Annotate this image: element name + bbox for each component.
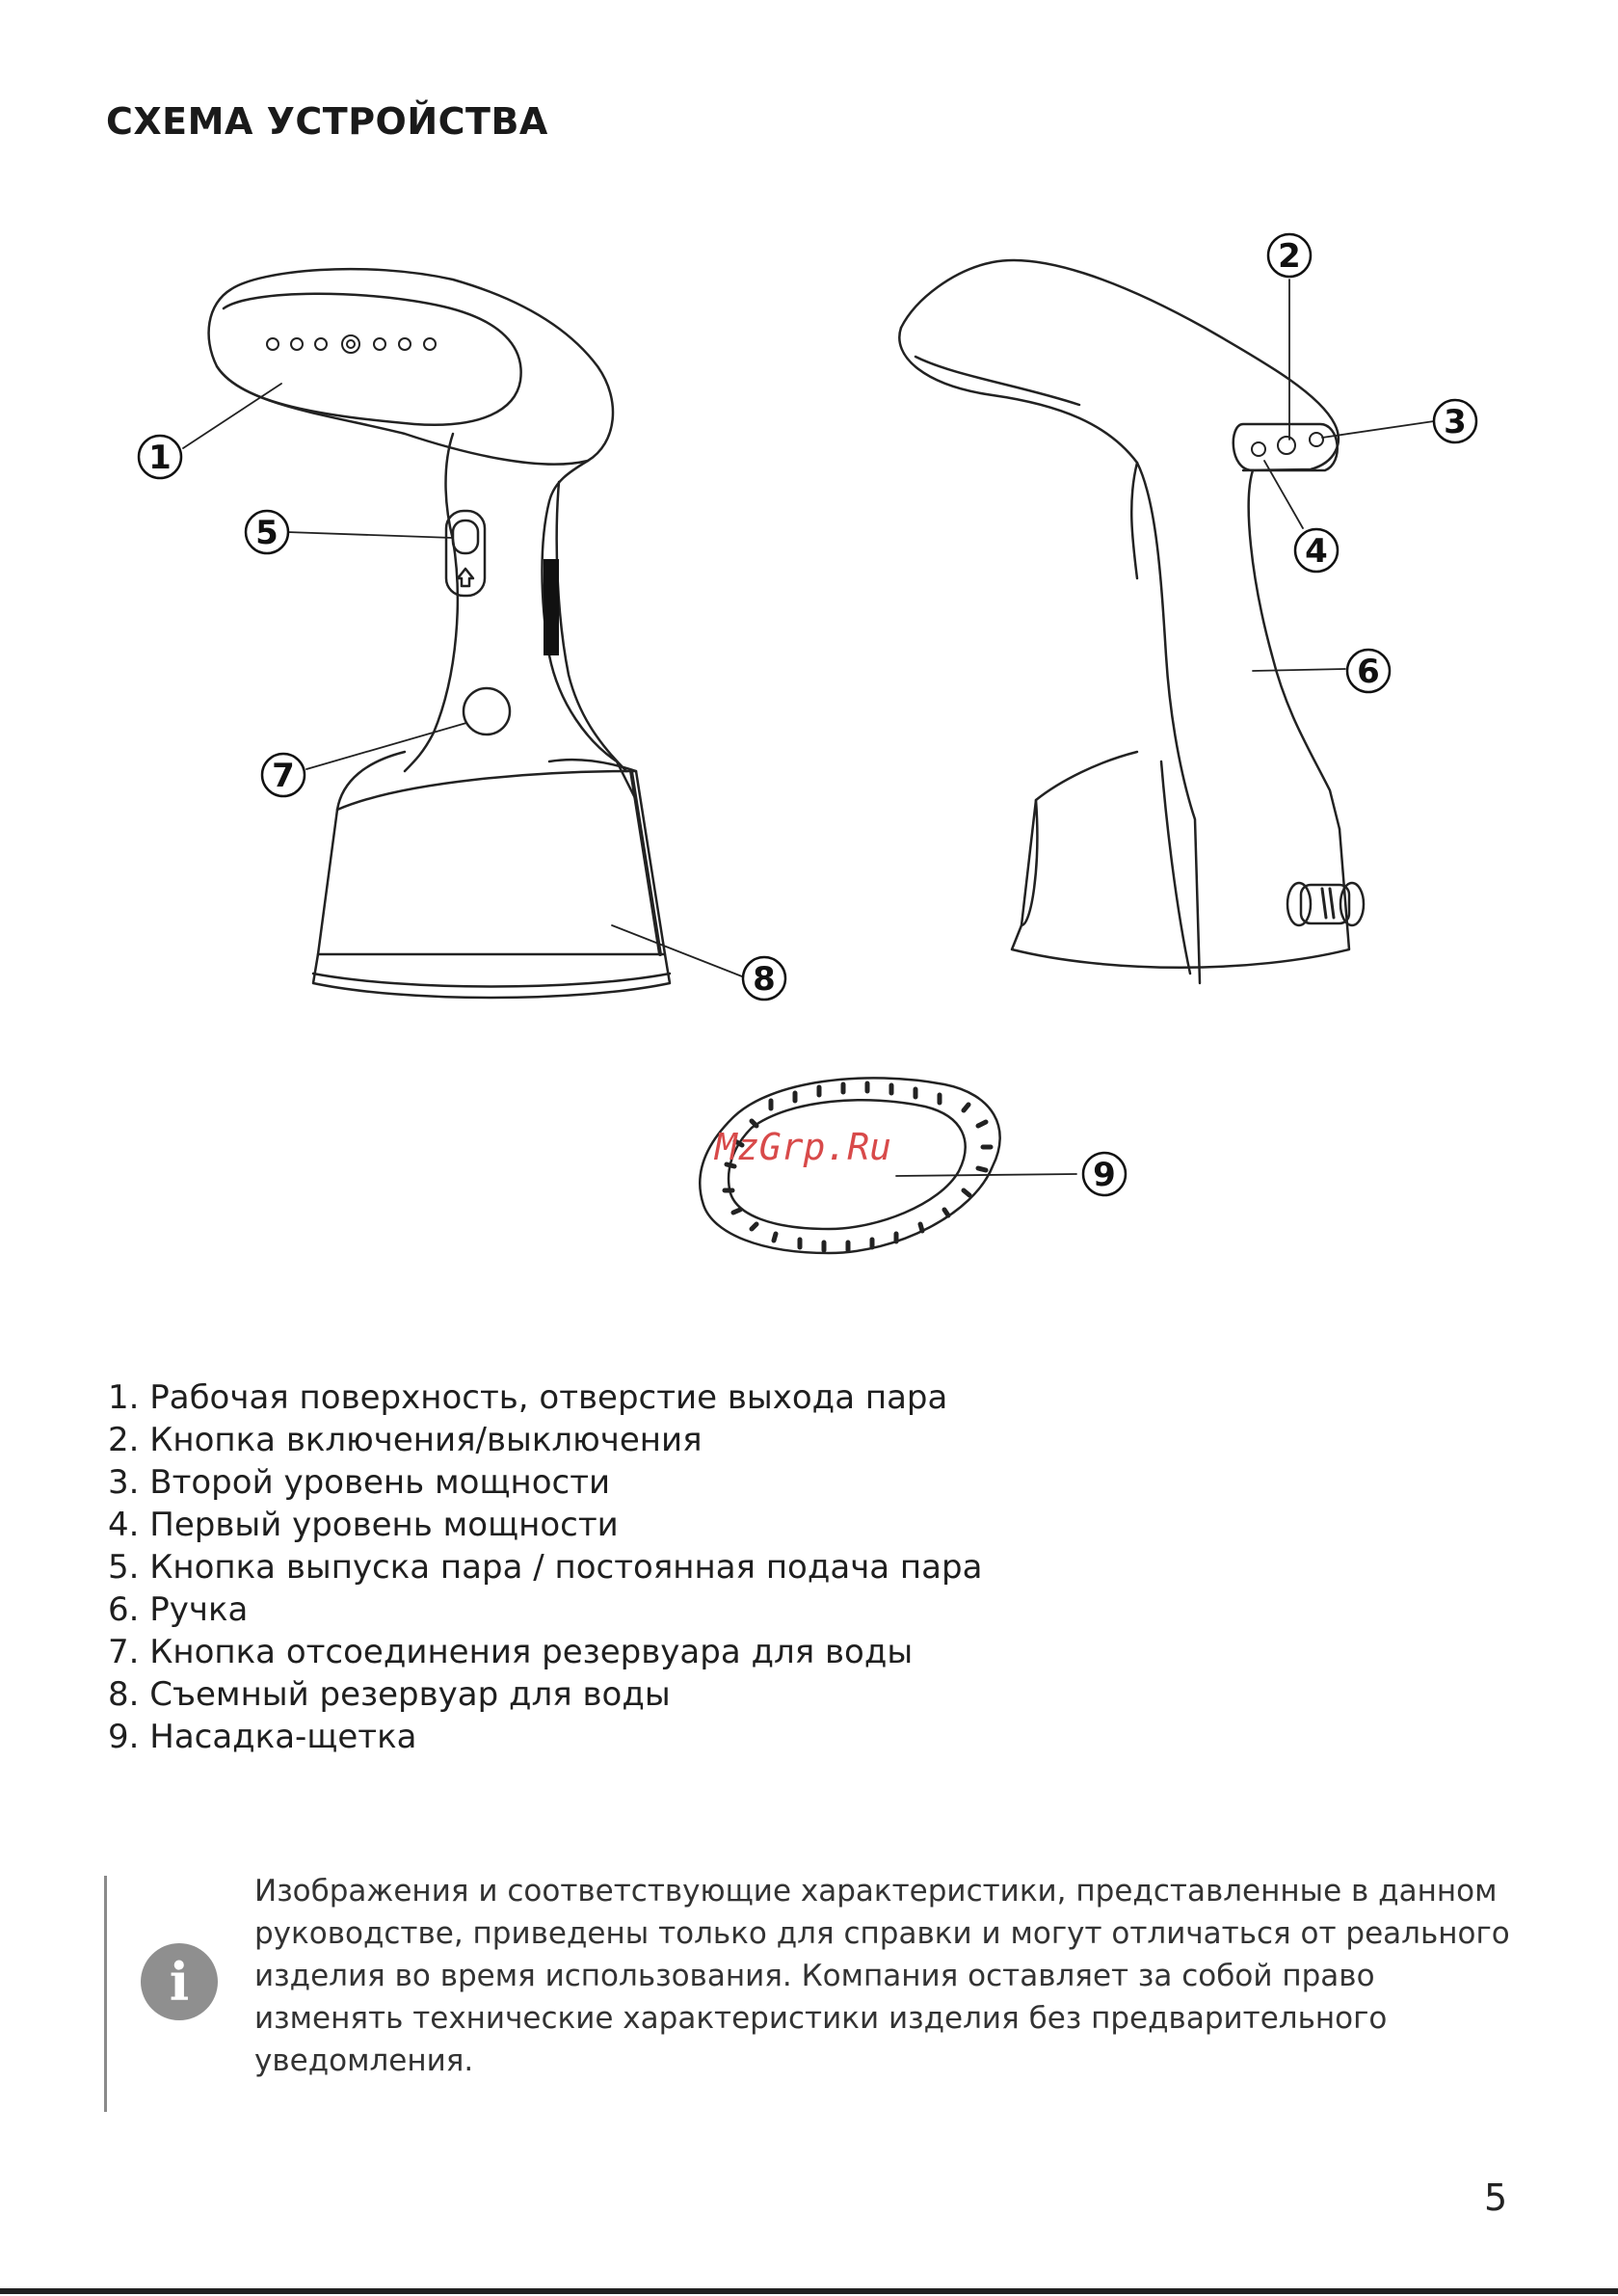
legend-item: 5. Кнопка выпуска пара / постоянная подача пара [108,1548,983,1587]
note-text: Изображения и соответствующие характеристики, представленные в данном руководстве, приведены только для справки и могут отличаться от реального изделия во время использования. Компания оставляет за собой право изменять технические характеристики изделия без предварительного уведомления. [254,1874,1510,2078]
power-buttons [1252,433,1323,456]
bottom-rule [0,2288,1618,2294]
legend-item: 9. Насадка-щетка [108,1718,417,1756]
callout-3: 3 [1444,403,1467,441]
steamer-back-view [899,260,1364,983]
legend-list [108,1376,982,1758]
legend-item: 3. Второй уровень мощности [108,1463,611,1502]
legend-item: 2. Кнопка включения/выключения [108,1421,703,1459]
callout-6: 6 [1357,653,1380,691]
info-icon: i [141,1943,218,2020]
legend-item: 4. Первый уровень мощности [108,1506,619,1544]
leader-lines [183,280,1434,1176]
note-divider [104,1876,107,2112]
steam-holes [267,335,436,353]
steamer-front-view [209,269,670,998]
callout-9: 9 [1093,1156,1116,1194]
callout-7: 7 [272,757,295,795]
callout-1: 1 [148,439,172,477]
callout-4: 4 [1305,532,1328,571]
legend-item: 7. Кнопка отсоединения резервуара для воды [108,1633,914,1671]
callout-8: 8 [753,960,776,999]
callout-5: 5 [255,514,279,552]
page-title: СХЕМА УСТРОЙСТВА [106,100,548,143]
legend-item: 1. Рабочая поверхность, отверстие выхода пара [108,1378,948,1417]
callout-2: 2 [1278,237,1301,276]
legend-item: 8. Съемный резервуар для воды [108,1675,671,1714]
legend-item: 6. Ручка [108,1590,249,1629]
page-number: 5 [1484,2176,1508,2219]
watermark: MzGrp.Ru [715,1126,892,1168]
